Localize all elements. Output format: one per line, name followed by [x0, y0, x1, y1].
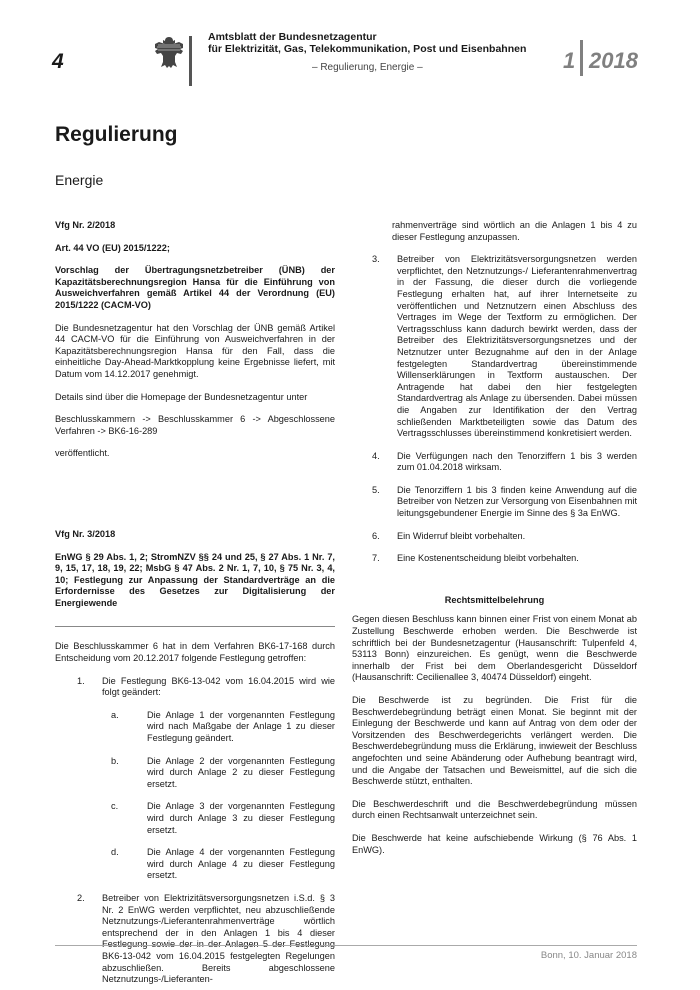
vfg2-heading: EnWG § 29 Abs. 1, 2; StromNZV §§ 24 und 25, § 27 Abs. 1 Nr. 7, 9, 15, 17, 18, 19, 22; MsbG § 47 Abs. 2 Nr. 1, 7, 10, § 75 Nr. 3, 4, 10; Festlegung zur Anpassung der Standardverträge an die Erfordernisse des Gesetzes zur Digitalisierung der Energiewende: [55, 551, 335, 608]
journal-title-line2: für Elektrizität, Gas, Telekommunikation, Post und Eisenbahnen: [208, 43, 527, 55]
list-item: c. Die Anlage 3 der vorgenannten Festlegung wird durch Anlage 3 zu dieser Festlegung ersetzt.: [111, 801, 335, 835]
list-item-continuation: rahmenverträge sind wörtlich an die Anlagen 1 bis 4 zu dieser Festlegung anzupassen.: [392, 220, 637, 242]
list-item: d. Die Anlage 4 der vorgenannten Festlegung wird durch Anlage 4 zu dieser Festlegung ersetzt.: [111, 847, 335, 881]
list-item: a. Die Anlage 1 der vorgenannten Festlegung wird nach Maßgabe der Anlage 1 zu dieser Festlegung geändert.: [111, 709, 335, 744]
vfg1-paragraph: Details sind über die Homepage der Bundesnetzagentur unter: [55, 391, 308, 402]
right-column: [352, 220, 637, 867]
vfg2-intro: Die Beschlusskammer 6 hat in dem Verfahren BK6-17-168 durch Entscheidung vom 20.12.2017 folgende Festlegung getroffen:: [55, 641, 335, 664]
list-item: 6. Ein Widerruf bleibt vorbehalten.: [372, 530, 526, 541]
journal-subtitle: – Regulierung, Energie –: [312, 62, 423, 73]
vfg1-legal-basis: Art. 44 VO (EU) 2015/1222;: [55, 242, 170, 253]
federal-eagle-icon: [152, 34, 186, 70]
footer-line: [55, 945, 637, 946]
issue-year: 2018: [589, 48, 638, 73]
vfg1-paragraph: veröffentlicht.: [55, 448, 110, 459]
separator-line: [55, 626, 335, 627]
vfg1-heading: Vorschlag der Übertragungsnetzbetreiber (ÜNB) der Kapazitätsberechnungsregion Hansa für die Einführung von Ausweichverfahren gemäß Artikel 44 der Verordnung (EU) 2015/1222 (CACM-VO): [55, 265, 335, 310]
vfg1-id: Vfg Nr. 2/2018: [55, 220, 116, 230]
list-item: 5. Die Tenorziffern 1 bis 3 finden keine Anwendung auf die Betreiber von Netzen zur Versorgung von Eisenbahnen mit leitungsgebundener Energie im Sinne des § 3a EnWG.: [372, 484, 637, 519]
list-item: 7. Eine Kostenentscheidung bleibt vorbehalten.: [372, 553, 579, 564]
page-number: 4: [52, 50, 64, 73]
legal-remedy-heading: Rechtsmittelbelehrung: [444, 594, 545, 605]
footer-date: Bonn, 10. Januar 2018: [540, 950, 637, 961]
list-item: 2. Betreiber von Elektrizitätsversorgungsnetzen i.S.d. § 3 Nr. 2 EnWG werden verpflichtet, neu abzuschließende Netznutzungs-/Lieferantenrahmenverträge wörtlich entsprechend der in den Anlagen 1 bis 4 dieser Festlegung sowie der in der Anlagen 5 der Festlegung BK6-13-042 vom 16.04.2015 festgelegten Regelungen abzuschließen. Bereits abgeschlossene Netznutzungs-/Lieferanten-: [77, 892, 335, 985]
list-item: 3. Betreiber von Elektrizitätsversorgungsnetzen werden verpflichtet, den Netznutzungs-/ Lieferantenrahmenvertrag in der Fassung, die dieser durch die vorliegende Festlegung erhalten hat, auf ihrer Internetseite zu veröffentlichen und Netznutzern einen Abschluss des Vertrages im Wege der Textform zu ermöglichen. Der Vertragsschluss kann dadurch bewirkt werden, dass der Betreiber des Elektrizitätsversorgungsnetzes und der Netznutzer unter Bezugnahme auf den in der Anlage festgelegten Standardvertrag übereinstimmende Willenserklärungen in Textform austauschen. Der Antragende hat dabei den hier festgelegten Standardvertrag als Anlage zu übersenden. Dabei müssen die Angaben zur Identifikation der den Vertrag schließenden Marktbeteiligten sowie das Datum des Vertragsschlusses übereinstimmend konkretisiert werden.: [372, 254, 637, 439]
legal-remedy-paragraph: Die Beschwerde hat keine aufschiebende Wirkung (§ 76 Abs. 1 EnWG).: [352, 832, 637, 855]
legal-remedy-paragraph: Die Beschwerdeschrift und die Beschwerdebegründung müssen durch einen Rechtsanwalt unterzeichnet sein.: [352, 798, 637, 821]
legal-remedy-paragraph: Gegen diesen Beschluss kann binnen einer Frist von einem Monat ab Zustellung Beschwerde erhoben werden. Die Beschwerde ist schriftlich bei der Bundesnetzagentur (Hausanschrift: Tulpenfeld 4, 53113 Bonn) einzureichen. Es genügt, wenn die Beschwerde innerhalb der Frist bei dem Oberlandesgericht Düsseldorf (Hausanschrift: Cecilienallee 3, 40474 Düsseldorf) eingeht.: [352, 614, 637, 683]
vfg1-path: Beschlusskammern -> Beschlusskammer 6 -> Abgeschlossene Verfahren -> BK6-16-289: [55, 414, 335, 436]
list-item: b. Die Anlage 2 der vorgenannten Festlegung wird durch Anlage 2 zu dieser Festlegung ersetzt.: [111, 755, 335, 789]
section-subtitle: Energie: [55, 172, 104, 188]
left-column: [55, 220, 335, 990]
legal-remedy-paragraph: Die Beschwerde ist zu begründen. Die Frist für die Beschwerdebegründung beträgt einen Monat. Sie beginnt mit der Einlegung der Beschwerde und kann auf Antrag von dem oder der Vorsitzenden des Beschwerdegerichts verlängert werden. Die Beschwerdebegründung muss die Erklärung, inwieweit der Beschluss angefochten und seine Abänderung oder Aufhebung beantragt wird, und die Angabe der Tatsachen und Beweismittel, auf die sich die Beschwerde stützt, enthalten.: [352, 695, 637, 787]
list-item: 4. Die Verfügungen nach den Tenorziffern 1 bis 3 werden zum 01.04.2018 wirksam.: [372, 450, 637, 473]
section-title: Regulierung: [55, 123, 178, 146]
header-divider: [189, 36, 192, 86]
journal-title-line1: Amtsblatt der Bundesnetzagentur: [208, 31, 377, 43]
issue-divider: [580, 40, 583, 76]
vfg2-id: Vfg Nr. 3/2018: [55, 528, 116, 539]
issue-number: 1: [563, 48, 576, 73]
list-item: 1. Die Festlegung BK6-13-042 vom 16.04.2015 wird wie folgt geändert:: [77, 675, 335, 698]
vfg1-paragraph: Die Bundesnetzagentur hat den Vorschlag der ÜNB gemäß Artikel 44 CACM-VO für die Einführung von Ausweichverfahren in der Kapazitätsberechnungsregion Hansa für den Fall, dass die einheitliche Day-Ahead-Marktkopplung keine Ergebnisse liefert, mit Datum vom 14.12.2017 genehmigt.: [55, 322, 335, 379]
